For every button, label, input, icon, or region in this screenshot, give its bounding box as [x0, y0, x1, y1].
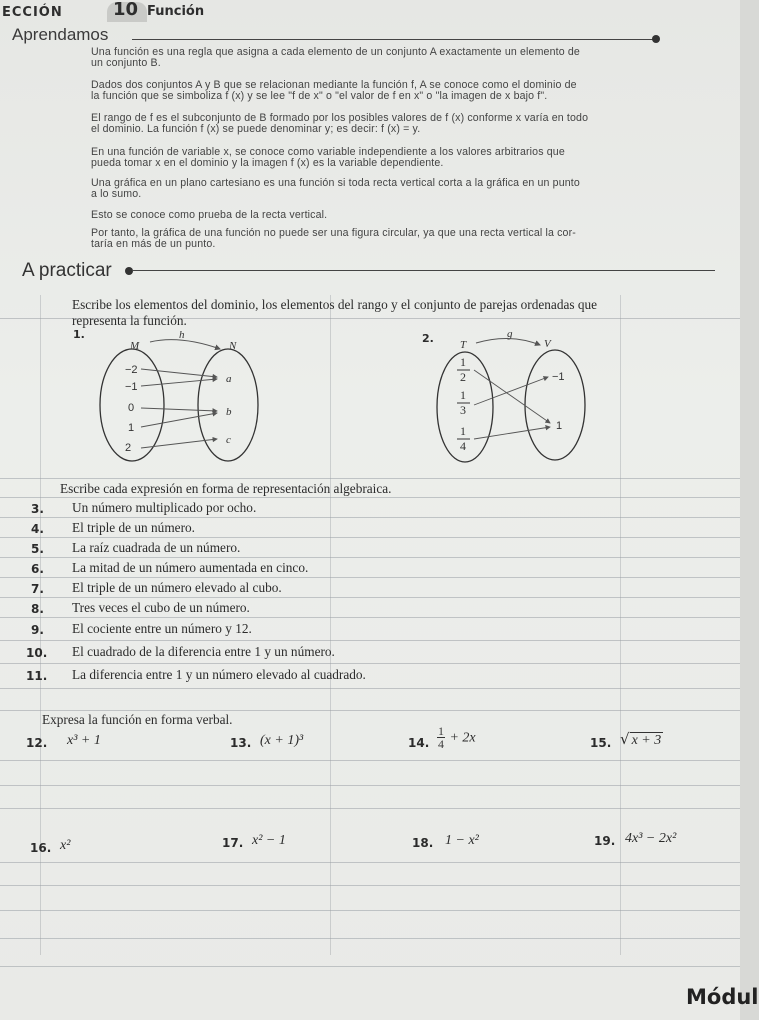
ruled-line: [0, 938, 740, 939]
ruled-line: [0, 640, 740, 641]
mapping-arrow: [474, 370, 550, 423]
domain-fraction-denominator: 3: [460, 403, 466, 417]
ruled-line: [0, 760, 740, 761]
item-text: Un número multiplicado por ocho.: [72, 500, 257, 515]
mapping-arrow: [141, 369, 217, 377]
mapping-arrow: [474, 377, 548, 405]
heading-rule: [132, 39, 656, 40]
verbal-number: 13.: [230, 736, 252, 750]
mapping-arrow: [141, 413, 217, 427]
theory-line: Una gráfica en un plano cartesiano es una función si toda recta vertical corta a la gráfica en un punto: [91, 177, 580, 189]
section-number: 10: [113, 0, 139, 20]
domain-value: 2: [125, 442, 132, 454]
item-number: 7.: [31, 582, 44, 596]
theory-line: la función que se simboliza f (x) y se lee "f de x" o "el valor de f en x" o "la imagen de x bajo f".: [91, 90, 548, 102]
instruction-2: Escribe cada expresión en forma de representación algebraica.: [60, 481, 392, 496]
domain-value: 1: [128, 422, 135, 434]
set-m-label: M: [130, 340, 140, 352]
theory-line: En una función de variable x, se conoce como variable independiente a los valores arbitrarios que: [91, 146, 565, 158]
theory-line: un conjunto B.: [91, 57, 161, 69]
ruled-line: [0, 537, 740, 538]
verbal-expression: x²: [60, 838, 71, 853]
item-text: La mitad de un número aumentada en cinco.: [72, 560, 309, 575]
theory-line: a lo sumo.: [91, 188, 142, 200]
item-number: 9.: [31, 623, 44, 637]
domain-fraction-denominator: 4: [460, 439, 466, 453]
exercise-2-number: 2.: [422, 332, 434, 345]
fraction-denominator: 4: [438, 737, 444, 751]
verbal-expression: 4x³ − 2x²: [625, 831, 677, 846]
diagram-1: [95, 325, 275, 470]
theory-line: Una función es una regla que asigna a cada elemento de un conjunto A exactamente un elemento de: [91, 46, 580, 58]
heading-rule: [133, 270, 715, 271]
domain-value: −2: [125, 364, 138, 376]
heading-dot: [652, 35, 660, 43]
verbal-number: 18.: [412, 836, 434, 850]
set-n-label: N: [229, 340, 237, 352]
verbal-number: 15.: [590, 736, 612, 750]
item-text: El cuadrado de la diferencia entre 1 y un número.: [72, 644, 335, 659]
verbal-number: 17.: [222, 836, 244, 850]
exercise-1-number: 1.: [73, 328, 85, 341]
set-t-label: T: [460, 339, 467, 351]
domain-fraction-numerator: 1: [460, 424, 466, 438]
codomain-value: 1: [556, 420, 563, 432]
fraction: [437, 725, 445, 750]
diagram-2: [430, 325, 600, 470]
aprendamos-heading: Aprendamos: [12, 25, 109, 44]
fraction-numerator: 1: [438, 724, 444, 738]
verbal-expression: x³ + 1: [67, 733, 101, 748]
mapping-arrow: [474, 427, 550, 439]
instruction-1b: representa la función.: [72, 313, 187, 328]
theory-line: Por tanto, la gráfica de una función no puede ser una figura circular, ya que una recta vertical la cor-: [91, 227, 576, 239]
function-h-label: h: [179, 329, 185, 341]
ruled-line: [0, 785, 740, 786]
domain-value: 0: [128, 402, 135, 414]
item-number: 10.: [26, 646, 48, 660]
mapping-arrow: [141, 408, 217, 411]
theory-line: taría en más de un punto.: [91, 238, 216, 250]
theory-line: Dados dos conjuntos A y B que se relacionan mediante la función f, A se conoce como el dominio de: [91, 79, 577, 91]
item-text: El cociente entre un número y 12.: [72, 621, 252, 636]
ruled-line: [0, 517, 740, 518]
item-number: 6.: [31, 562, 44, 576]
section-label: ECCIÓN: [2, 5, 63, 20]
grid-line: [330, 295, 331, 955]
heading-dot: [125, 267, 133, 275]
codomain-value: −1: [552, 371, 565, 383]
item-text: La raíz cuadrada de un número.: [72, 540, 241, 555]
theory-line: El rango de f es el subconjunto de B formado por los posibles valores de f (x) conforme x varía en todo: [91, 112, 589, 124]
mapping-arrow: [141, 379, 217, 386]
item-text: La diferencia entre 1 y un número elevado al cuadrado.: [72, 667, 366, 682]
set-v-ellipse: [525, 350, 585, 460]
expression-tail: + 2x: [449, 730, 476, 746]
section-title: Función: [147, 4, 205, 19]
ruled-line: [0, 808, 740, 809]
item-number: 5.: [31, 542, 44, 556]
item-number: 3.: [31, 502, 44, 516]
codomain-value: b: [226, 406, 232, 418]
item-text: Tres veces el cubo de un número.: [72, 600, 250, 615]
ruled-line: [0, 910, 740, 911]
ruled-line: [0, 966, 740, 967]
codomain-value: a: [226, 373, 232, 385]
verbal-number: 12.: [26, 736, 48, 750]
radicand: x + 3: [631, 733, 662, 748]
ruled-line: [0, 497, 740, 498]
item-number: 4.: [31, 522, 44, 536]
domain-fraction-numerator: 1: [460, 355, 466, 369]
verbal-number: 16.: [30, 841, 52, 855]
function-arrow: [150, 340, 220, 349]
ruled-line: [0, 478, 740, 479]
ruled-line: [0, 597, 740, 598]
verbal-expression: [620, 730, 663, 749]
function-g-label: g: [507, 328, 513, 340]
practicar-heading: A practicar: [22, 260, 112, 281]
verbal-number: 14.: [408, 736, 430, 750]
verbal-expression: 1 − x²: [445, 833, 479, 848]
verbal-expression: (x + 1)³: [260, 733, 304, 748]
item-number: 8.: [31, 602, 44, 616]
ruled-line: [0, 710, 740, 711]
instruction-1: Escribe los elementos del dominio, los elementos del rango y el conjunto de parejas ordenadas que: [72, 297, 598, 312]
item-number: 11.: [26, 669, 48, 683]
ruled-line: [0, 862, 740, 863]
sqrt-symbol: √: [620, 730, 630, 748]
module-label: Módul: [686, 985, 759, 1009]
verbal-expression: [437, 725, 476, 750]
domain-fraction-denominator: 2: [460, 370, 466, 384]
verbal-number: 19.: [594, 834, 616, 848]
theory-line: Esto se conoce como prueba de la recta vertical.: [91, 209, 328, 221]
instruction-3: Expresa la función en forma verbal.: [42, 712, 233, 727]
ruled-line: [0, 688, 740, 689]
domain-fraction-numerator: 1: [460, 388, 466, 402]
theory-line: el dominio. La función f (x) se puede denominar y; es decir: f (x) = y.: [91, 123, 421, 135]
ruled-line: [0, 885, 740, 886]
theory-line: pueda tomar x en el dominio y la imagen f (x) es la variable dependiente.: [91, 157, 444, 169]
codomain-value: c: [226, 434, 231, 446]
item-text: El triple de un número elevado al cubo.: [72, 580, 282, 595]
grid-line: [620, 295, 621, 955]
verbal-expression: x² − 1: [252, 833, 286, 848]
ruled-line: [0, 577, 740, 578]
set-v-label: V: [544, 338, 551, 350]
ruled-line: [0, 557, 740, 558]
ruled-line: [0, 617, 740, 618]
item-text: El triple de un número.: [72, 520, 195, 535]
domain-value: −1: [125, 381, 138, 393]
ruled-line: [0, 663, 740, 664]
